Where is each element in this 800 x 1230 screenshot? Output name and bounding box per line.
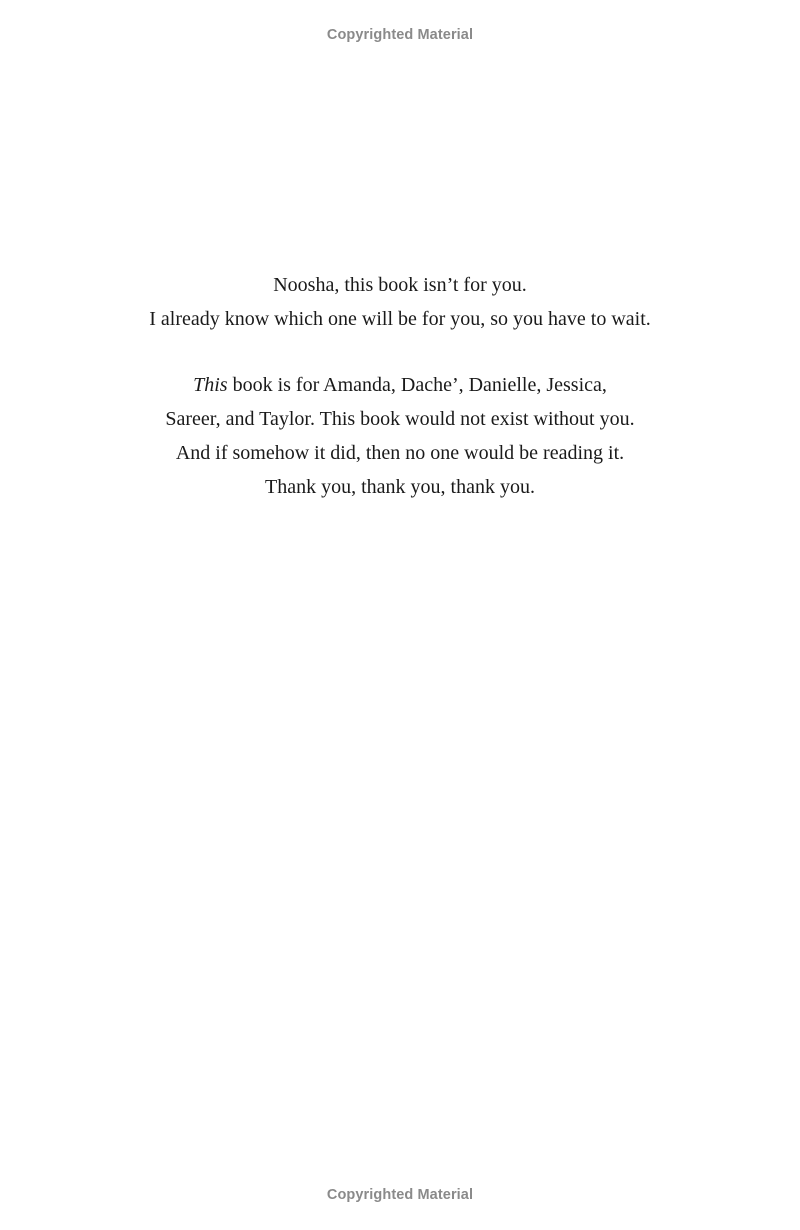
dedication-line: Sareer, and Taylor. This book would not exist without you. — [165, 408, 635, 430]
dedication-paragraph-2 — [0, 368, 800, 504]
dedication-line: Noosha, this book isn’t for you. — [273, 274, 527, 296]
copyright-watermark-bottom: Copyrighted Material — [326, 1187, 474, 1203]
dedication-paragraph-1 — [0, 268, 800, 336]
dedication-line — [0, 368, 800, 402]
dedication-line: And if somehow it did, then no one would be reading it. — [175, 442, 625, 464]
dedication-line: I already know which one will be for you, so you have to wait. — [149, 308, 651, 330]
paragraph-spacer — [0, 336, 800, 368]
dedication-line-text: book is for Amanda, Dache’, Danielle, Jessica, — [227, 374, 607, 396]
emphasized-word: This — [193, 374, 228, 396]
copyright-watermark-top: Copyrighted Material — [326, 27, 474, 43]
dedication-line: Thank you, thank you, thank you. — [265, 476, 535, 498]
dedication-block — [0, 268, 800, 504]
